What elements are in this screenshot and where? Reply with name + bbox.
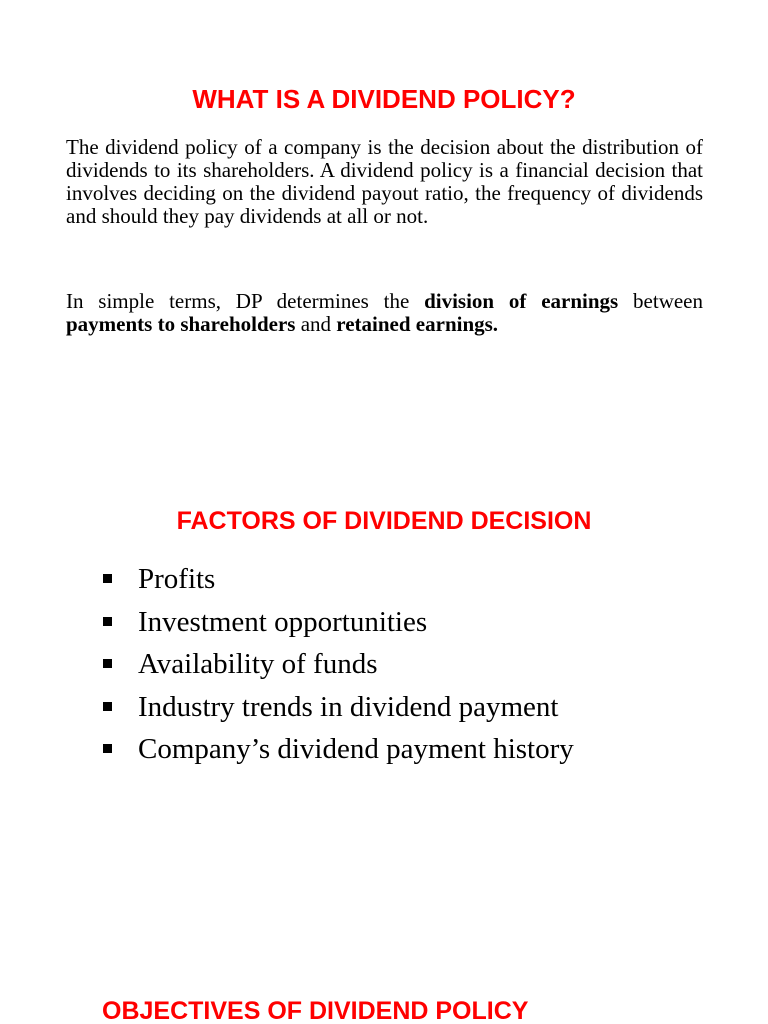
list-item <box>100 686 574 729</box>
list-item <box>100 643 574 686</box>
definition-paragraph: The dividend policy of a company is the decision about the distribution of dividends to its shareholders. A dividend policy is a financial decision that involves deciding on the dividend payout ratio, the frequency of dividends and should they pay dividends at all or not. <box>66 135 703 228</box>
list-item-label: Availability of funds <box>138 648 378 680</box>
section-title-factors: FACTORS OF DIVIDEND DECISION <box>176 507 592 535</box>
square-bullet-icon <box>103 744 112 753</box>
section-title-dividend-policy: WHAT IS A DIVIDEND POLICY? <box>192 84 576 114</box>
paragraph-text: and <box>295 312 337 336</box>
simple-terms-paragraph <box>66 290 703 336</box>
square-bullet-icon <box>103 617 112 626</box>
bold-retained-earnings: retained earnings. <box>336 312 499 336</box>
factors-list <box>100 558 574 771</box>
list-item-label: Industry trends in dividend payment <box>138 690 559 723</box>
list-item-label: Profits <box>138 563 216 595</box>
list-item <box>100 728 574 771</box>
list-item <box>100 558 574 601</box>
list-item-label: Investment opportunities <box>138 605 428 638</box>
paragraph-text: between <box>618 289 704 313</box>
paragraph-text: In simple terms, DP determines the <box>66 289 425 313</box>
bold-payments-to-shareholders: payments to shareholders <box>66 312 296 336</box>
bold-division-of-earnings: division of earnings <box>424 289 619 313</box>
square-bullet-icon <box>103 659 112 668</box>
list-item-label: Company’s dividend payment history <box>138 733 574 765</box>
square-bullet-icon <box>103 574 112 583</box>
square-bullet-icon <box>103 702 112 711</box>
list-item <box>100 601 574 644</box>
section-title-objectives: OBJECTIVES OF DIVIDEND POLICY <box>102 997 529 1024</box>
